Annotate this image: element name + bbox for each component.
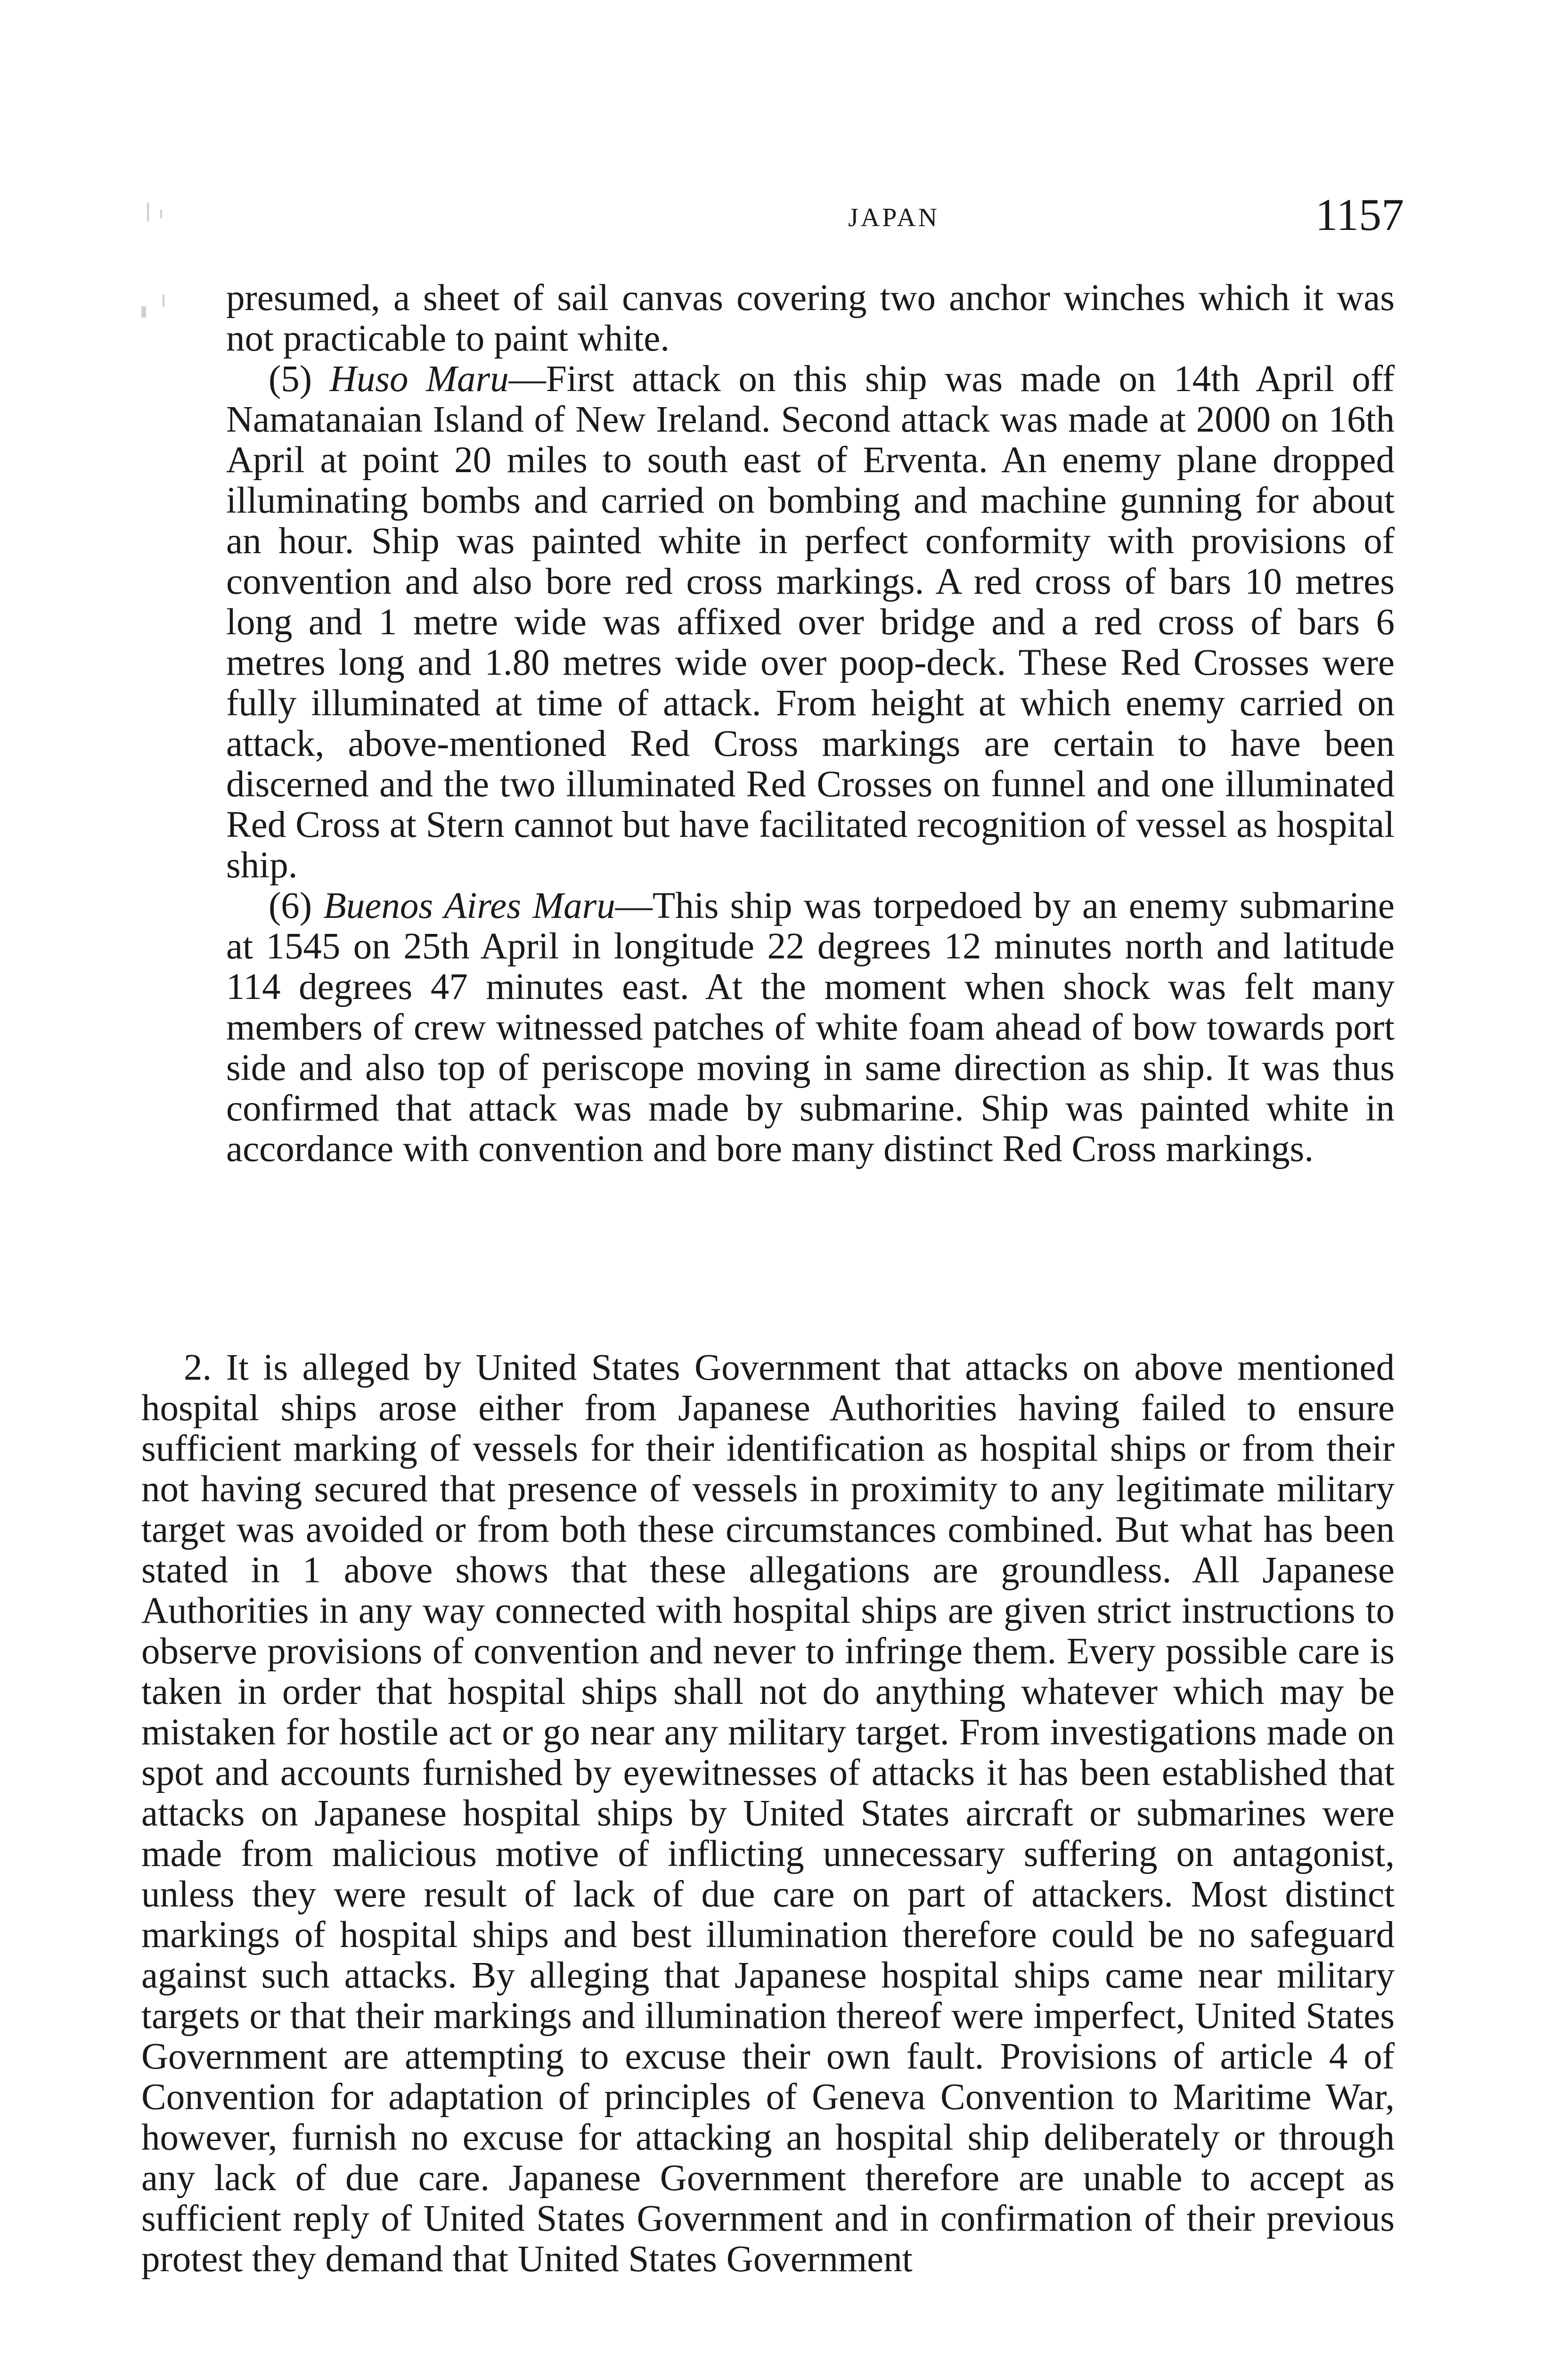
item-6-text: —This ship was torpedoed by an enemy submarine at 1545 on 25th April in longitude 22 degrees 12 minutes north and latitude 114 degrees 47 minutes east. At the moment when shock was felt many members of crew witnessed patches of white foam ahead of bow towards port side and also top of periscope moving in same direction as ship. It was thus confirmed that attack was made by submarine. Ship was painted white in accordance with convention and bore many distinct Red Cross markings. <box>226 885 1395 1170</box>
continuation-paragraph: presumed, a sheet of sail canvas covering two anchor winches which it was not practicable to paint white. <box>226 278 1395 359</box>
paragraph-2: 2. It is alleged by United States Government that attacks on above mentioned hospital ships arose either from Japanese Authorities having failed to ensure sufficient marking of vessels for their identification as hospital ships or from their not having secured that presence of vessels in proximity to any legitimate military target was avoided or from both these circumstances combined. But what has been stated in 1 above shows that these allegations are groundless. All Japanese Authorities in any way connected with hospital ships are given strict instructions to observe provisions of convention and never to infringe them. Every possible care is taken in order that hospital ships shall not do anything whatever which may be mistaken for hostile act or go near any military target. From investigations made on spot and accounts furnished by eyewitnesses of attacks it has been established that attacks on Japanese hospital ships by United States aircraft or submarines were made from malicious motive of inflicting unnecessary suffering on antagonist, unless they were result of lack of due care on part of attackers. Most distinct markings of hospital ships and best illumination therefore could be no safeguard against such attacks. By alleging that Japanese hospital ships came near military targets or that their markings and illumination thereof were imperfect, United States Government are attempting to excuse their own fault. Provisions of article 4 of Convention for adaptation of principles of Geneva Convention to Maritime War, however, furnish no excuse for attacking an hospital ship deliberately or through any lack of due care. Japanese Government therefore are unable to accept as sufficient reply of United States Government and in confirmation of their previous protest they demand that United States Government <box>141 1347 1395 2280</box>
ship-name-huso-maru: Huso Maru <box>329 359 509 400</box>
item-5-number: (5) <box>269 359 330 400</box>
numbered-items-block <box>226 278 1395 1170</box>
item-6-paragraph <box>226 886 1395 1170</box>
margin-mark <box>141 306 146 318</box>
running-head: JAPAN <box>848 203 940 232</box>
item-5-text: —First attack on this ship was made on 14th April off Namatanaian Island of New Ireland. Second attack was made at 2000 on 16th April at point 20 miles to south east of Erventa. An enemy plane dropped illuminating bombs and carried on bombing and machine gunning for about an hour. Ship was painted white in perfect conformity with provisions of convention and also bore red cross markings. A red cross of bars 10 metres long and 1 metre wide was affixed over bridge and a red cross of bars 6 metres long and 1.80 metres wide over poop-deck. These Red Crosses were fully illuminated at time of attack. From height at which enemy carried on attack, above-mentioned Red Cross markings are certain to have been discerned and the two illuminated Red Crosses on funnel and one illuminated Red Cross at Stern cannot but have facilitated recognition of vessel as hospital ship. <box>226 359 1395 886</box>
page-header <box>141 188 1404 240</box>
ship-name-buenos-aires-maru: Buenos Aires Maru <box>323 885 615 926</box>
paragraph-2-block <box>141 1348 1395 2280</box>
item-6-number: (6) <box>269 885 324 926</box>
item-5-paragraph <box>226 359 1395 886</box>
page-number: 1157 <box>1315 189 1404 240</box>
margin-mark <box>163 294 164 307</box>
